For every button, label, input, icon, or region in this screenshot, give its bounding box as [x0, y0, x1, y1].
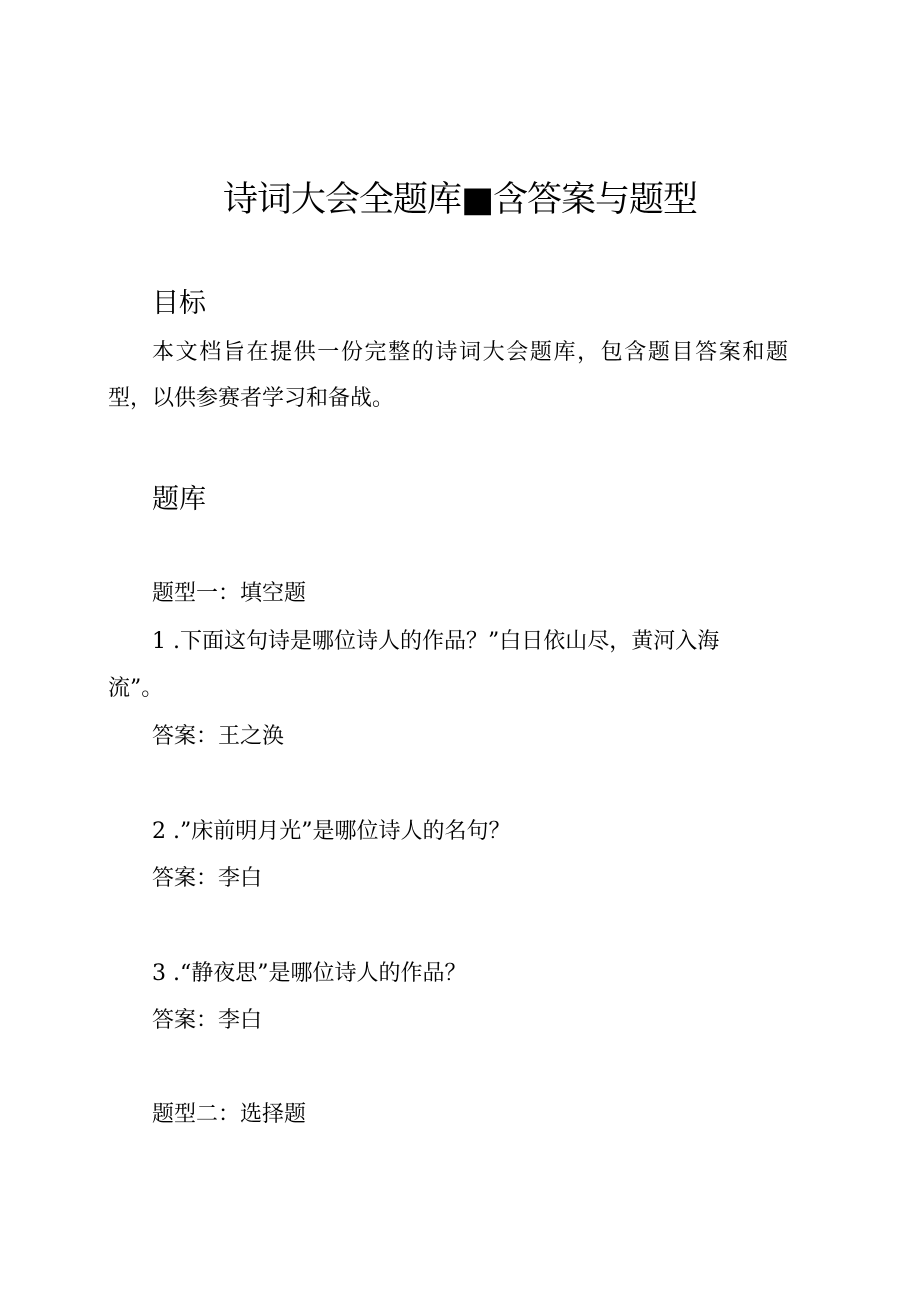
question-type-multiple-choice: 题型二：选择题: [152, 1102, 307, 1127]
question-2-line-1: 2 .”床前明月光”是哪位诗人的名句？: [152, 819, 511, 844]
question-type-fill-blank: 题型一：填空题: [152, 581, 307, 606]
question-1-line-2: 流”。: [108, 676, 164, 701]
question-2-answer: 答案：李白: [152, 866, 263, 891]
question-1-answer: 答案：王之涣: [152, 724, 285, 749]
question-3-answer: 答案：李白: [152, 1008, 263, 1033]
section-heading-bank: 题库: [152, 484, 206, 515]
question-1-line-1: 1 .下面这句诗是哪位诗人的作品？”白日依山尽，黄河入海: [152, 629, 720, 654]
section-heading-goal: 目标: [152, 288, 206, 319]
question-3-line-1: 3 .“静夜思”是哪位诗人的作品？: [152, 961, 467, 986]
document-title: 诗词大会全题库■含答案与题型: [222, 180, 698, 220]
goal-paragraph: 本文档旨在提供一份完整的诗词大会题库，包含题目答案和题型，以供参赛者学习和备战。: [108, 340, 788, 411]
